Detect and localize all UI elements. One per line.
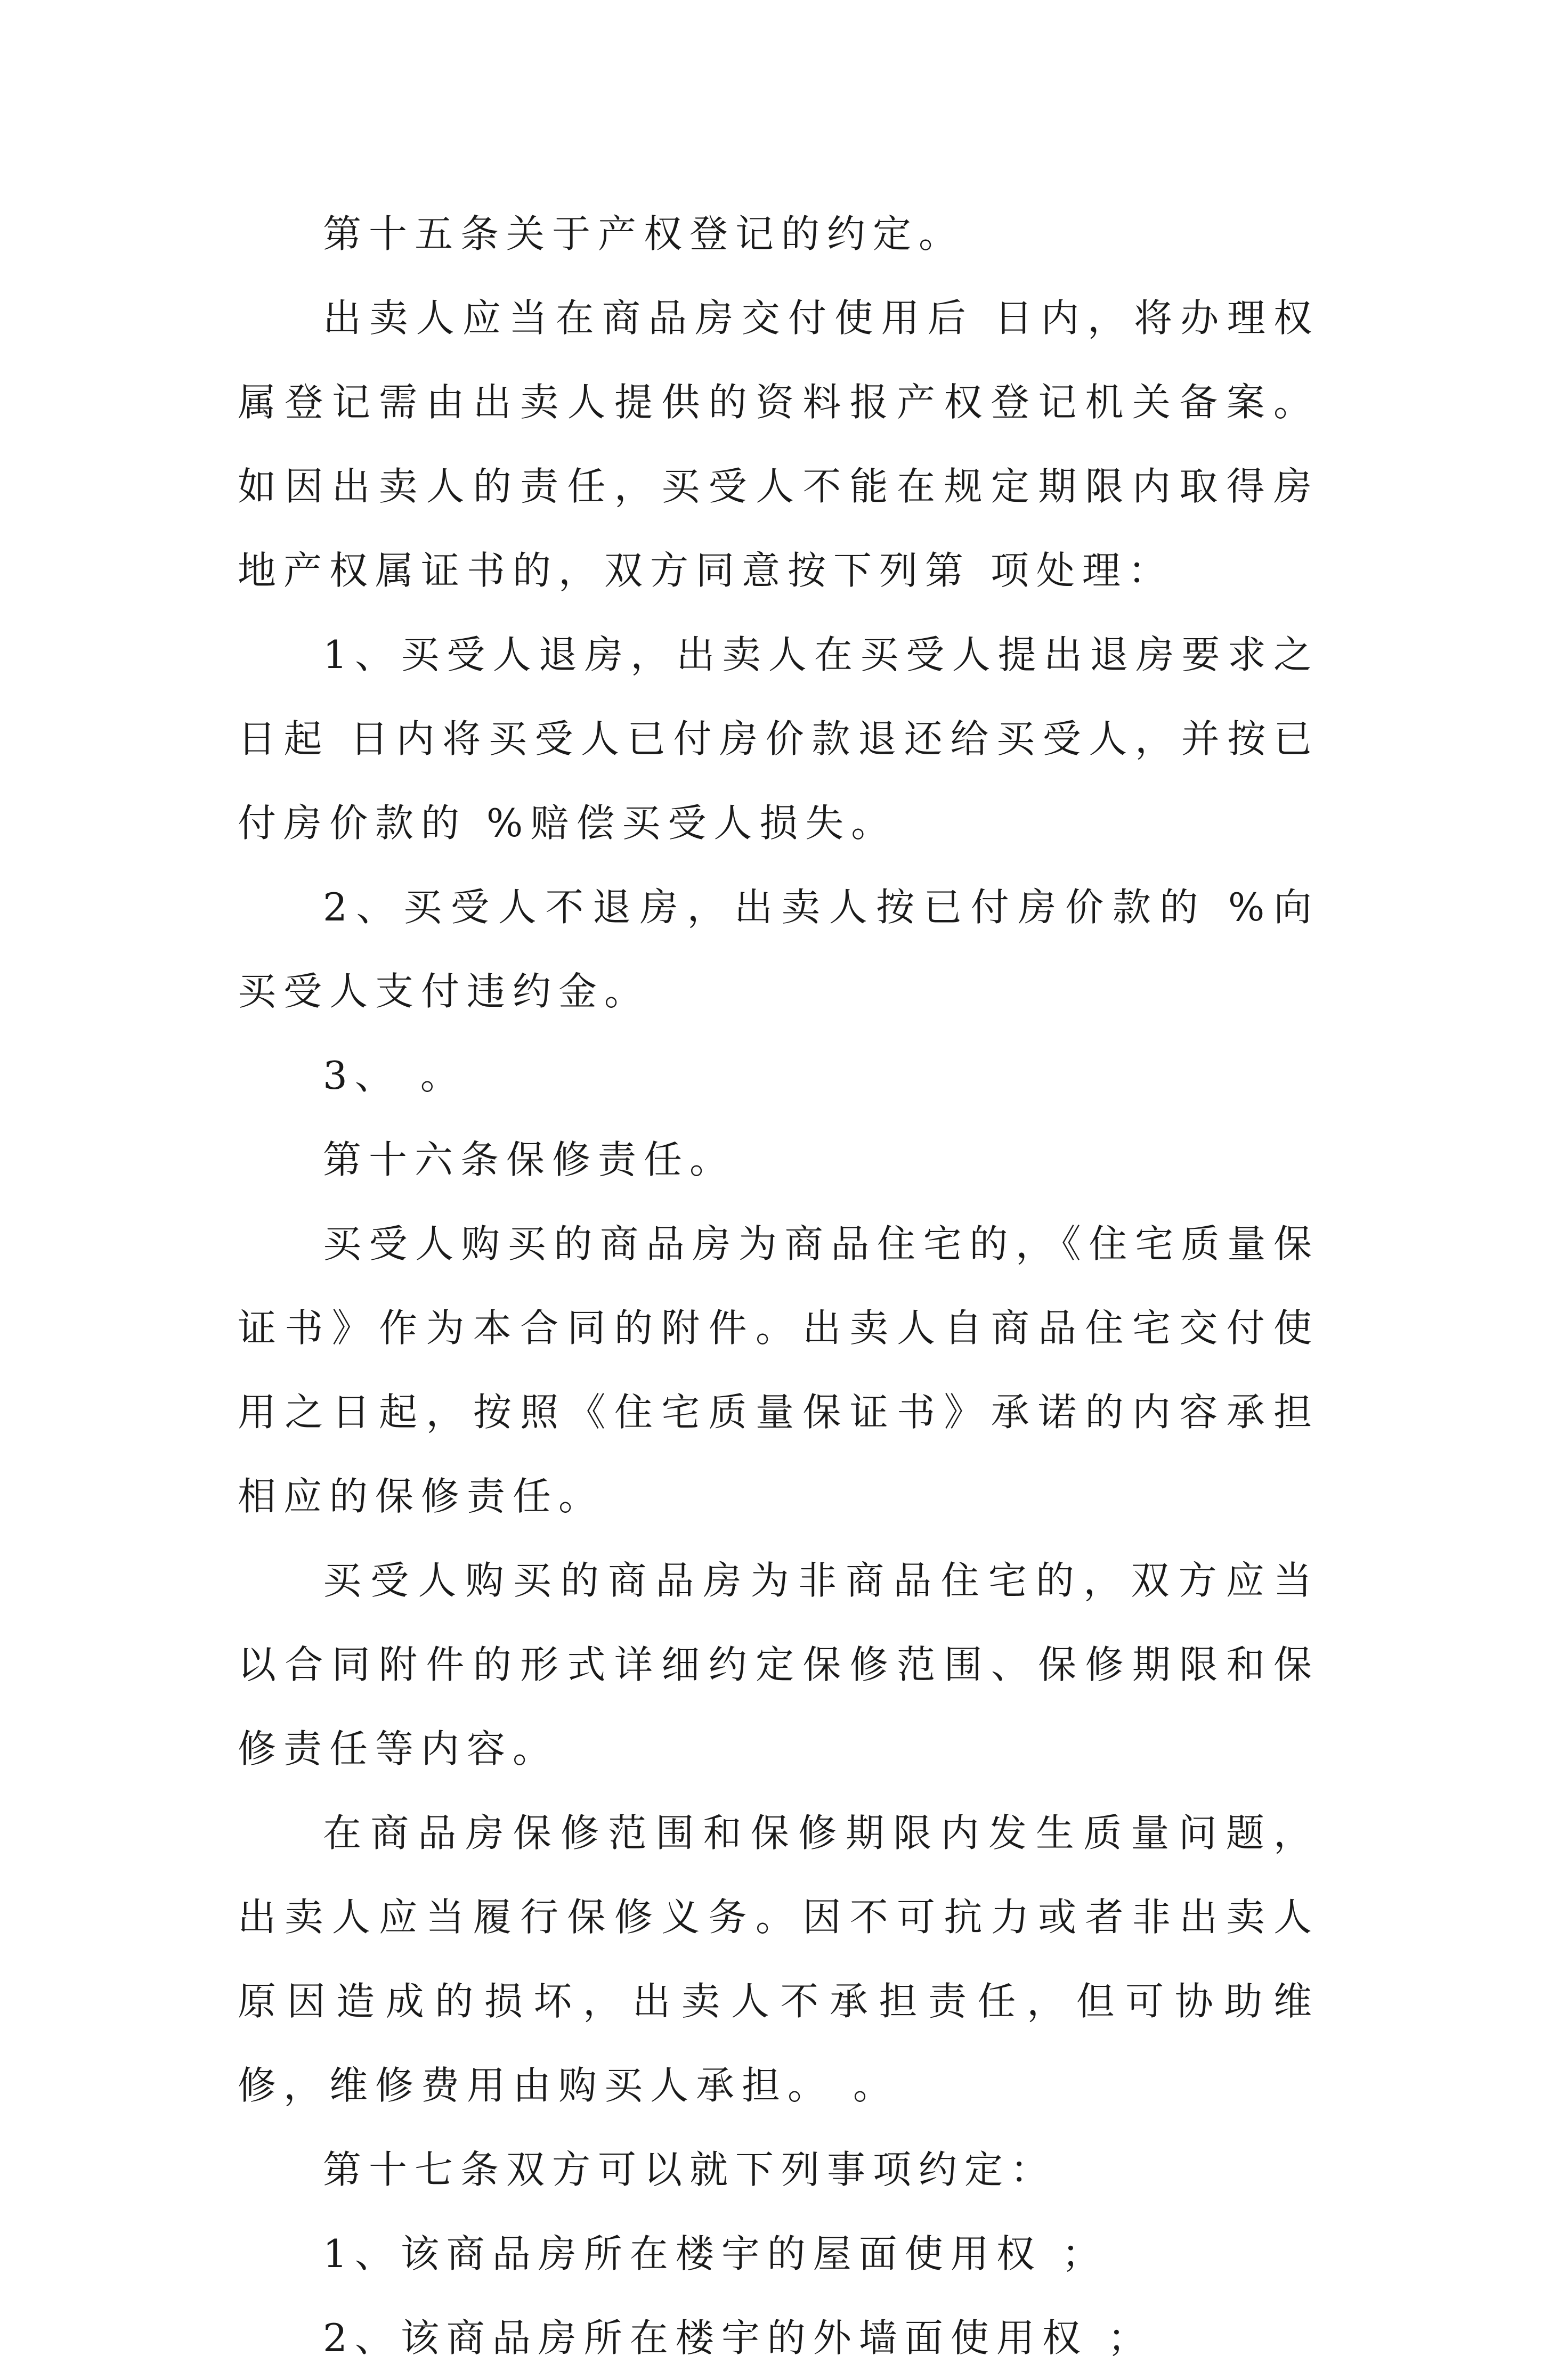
article-15-paragraph: 出卖人应当在商品房交付使用后 日内，将办理权属登记需由出卖人提供的资料报产权登记机关备案。如因出卖人的责任，买受人不能在规定期限内取得房地产权属证书的，双方同意按下列第 项处理： <box>238 296 1319 593</box>
article-17-heading: 第十七条双方可以就下列事项约定： <box>323 2147 1057 2192</box>
document-body <box>238 192 1319 2380</box>
article-17-item-1: 1、该商品房所在楼宇的屋面使用权 ； <box>323 2231 1108 2276</box>
article-15-option-1: 1、买受人退房，出卖人在买受人提出退房要求之日起 日内将买受人已付房价款退还给买受人，并按已付房价款的 %赔偿买受人损失。 <box>238 632 1319 845</box>
article-16-heading: 第十六条保修责任。 <box>323 1137 736 1182</box>
article-16-paragraph-2: 买受人购买的商品房为非商品住宅的，双方应当以合同附件的形式详细约定保修范围、保修期限和保修责任等内容。 <box>238 1558 1319 1771</box>
article-16-paragraph-1: 买受人购买的商品房为商品住宅的，《住宅质量保证书》作为本合同的附件。出卖人自商品住宅交付使用之日起，按照《住宅质量保证书》承诺的内容承担相应的保修责任。 <box>238 1221 1319 1519</box>
article-15-option-3: 3、 。 <box>323 1053 466 1098</box>
article-15-option-2: 2、买受人不退房，出卖人按已付房价款的 %向买受人支付违约金。 <box>238 885 1319 1014</box>
article-16-paragraph-3: 在商品房保修范围和保修期限内发生质量问题，出卖人应当履行保修义务。因不可抗力或者非出卖人原因造成的损坏，出卖人不承担责任，但可协助维修，维修费用由购买人承担。 。 <box>238 1811 1319 2108</box>
article-15-heading: 第十五条关于产权登记的约定。 <box>323 211 965 256</box>
article-17-item-2: 2、该商品房所在楼宇的外墙面使用权 ； <box>323 2316 1154 2360</box>
